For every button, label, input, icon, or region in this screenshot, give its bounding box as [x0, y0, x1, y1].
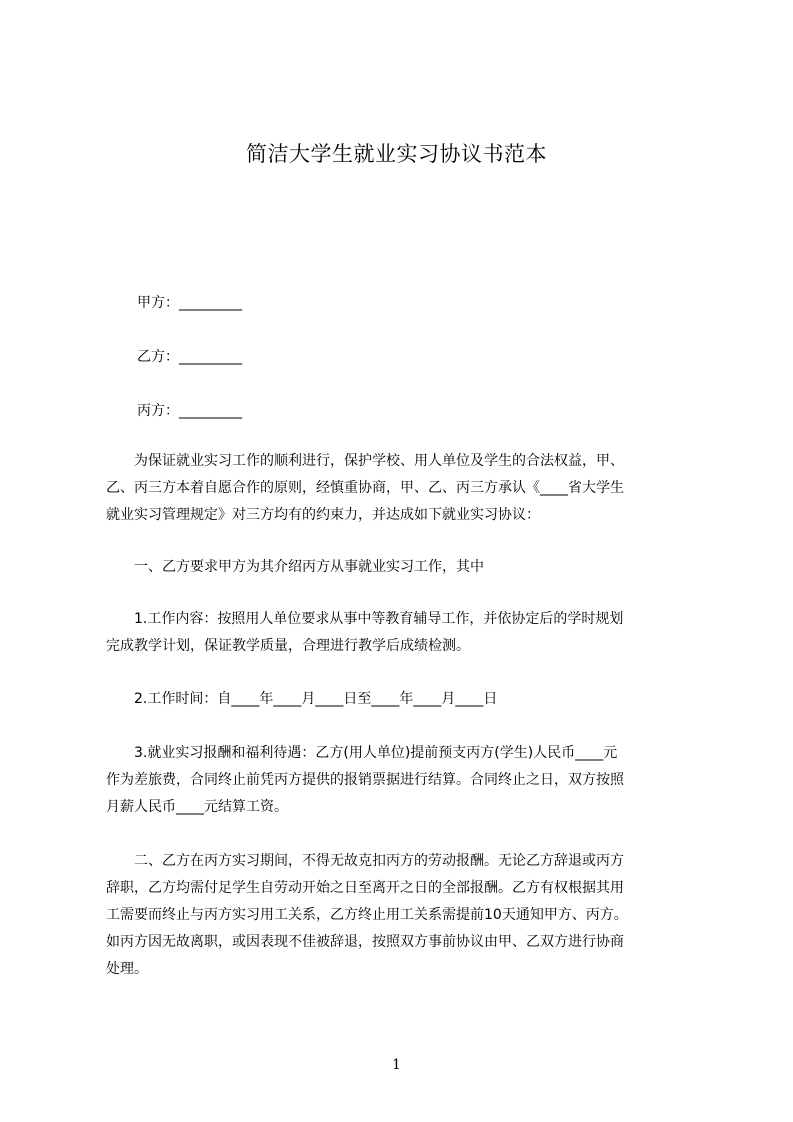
item-3-line: 月薪人民币____元结算工资。: [106, 799, 288, 815]
section-1-heading: [106, 554, 698, 581]
section-2-line: 工需要而终止与丙方实习用工关系，乙方终止用工关系需提前10天通知甲方、丙方。: [106, 907, 628, 923]
section-1-heading-text: 一、乙方要求甲方为其介绍丙方从事就业实习工作，其中: [106, 559, 484, 575]
section-2-line: 处理。: [106, 961, 148, 977]
party-a-line: 甲方：_________: [137, 295, 242, 311]
page-number: 1: [392, 1057, 401, 1073]
intro-line: 就业实习管理规定》对三方均有的约束力，并达成如下就业实习协议：: [106, 507, 540, 523]
section-2-paragraph: [106, 848, 698, 983]
item-1-line: 1.工作内容：按照用人单位要求从事中等教育辅导工作，并依协定后的学时规划: [106, 611, 624, 627]
item-3-line: 作为差旅费，合同终止前凭丙方提供的报销票据进行结算。合同终止之日，双方按照: [106, 772, 624, 788]
item-3-line: 3.就业实习报酬和福利待遇：乙方(用人单位)提前预支丙方(学生)人民币____元: [106, 745, 618, 761]
item-3-paragraph: [106, 740, 698, 821]
intro-line: 为保证就业实习工作的顺利进行，保护学校、用人单位及学生的合法权益，甲、: [106, 453, 624, 469]
party-b-line: 乙方：_________: [137, 349, 242, 365]
item-1-paragraph: [106, 606, 698, 660]
item-1-line: 完成教学计划，保证教学质量，合理进行教学后成绩检测。: [106, 638, 470, 654]
intro-paragraph: [106, 448, 698, 529]
item-2-line: 2.工作时间：自____年____月____日至____年____月____日: [106, 691, 498, 707]
intro-line: 乙、丙三方本着自愿合作的原则，经慎重协商，甲、乙、丙三方承认《____省大学生: [106, 480, 624, 496]
document-title: 简洁大学生就业实习协议书范本: [246, 142, 547, 166]
section-2-line: 如丙方因无故离职，或因表现不佳被辞退，按照双方事前协议由甲、乙双方进行协商: [106, 934, 624, 950]
section-2-line: 辞职，乙方均需付足学生自劳动开始之日至离开之日的全部报酬。乙方有权根据其用: [106, 880, 624, 896]
section-2-line: 二、乙方在丙方实习期间，不得无故克扣丙方的劳动报酬。无论乙方辞退或丙方: [106, 853, 624, 869]
item-2-paragraph: [106, 686, 698, 713]
party-c-line: 丙方：_________: [137, 403, 242, 419]
